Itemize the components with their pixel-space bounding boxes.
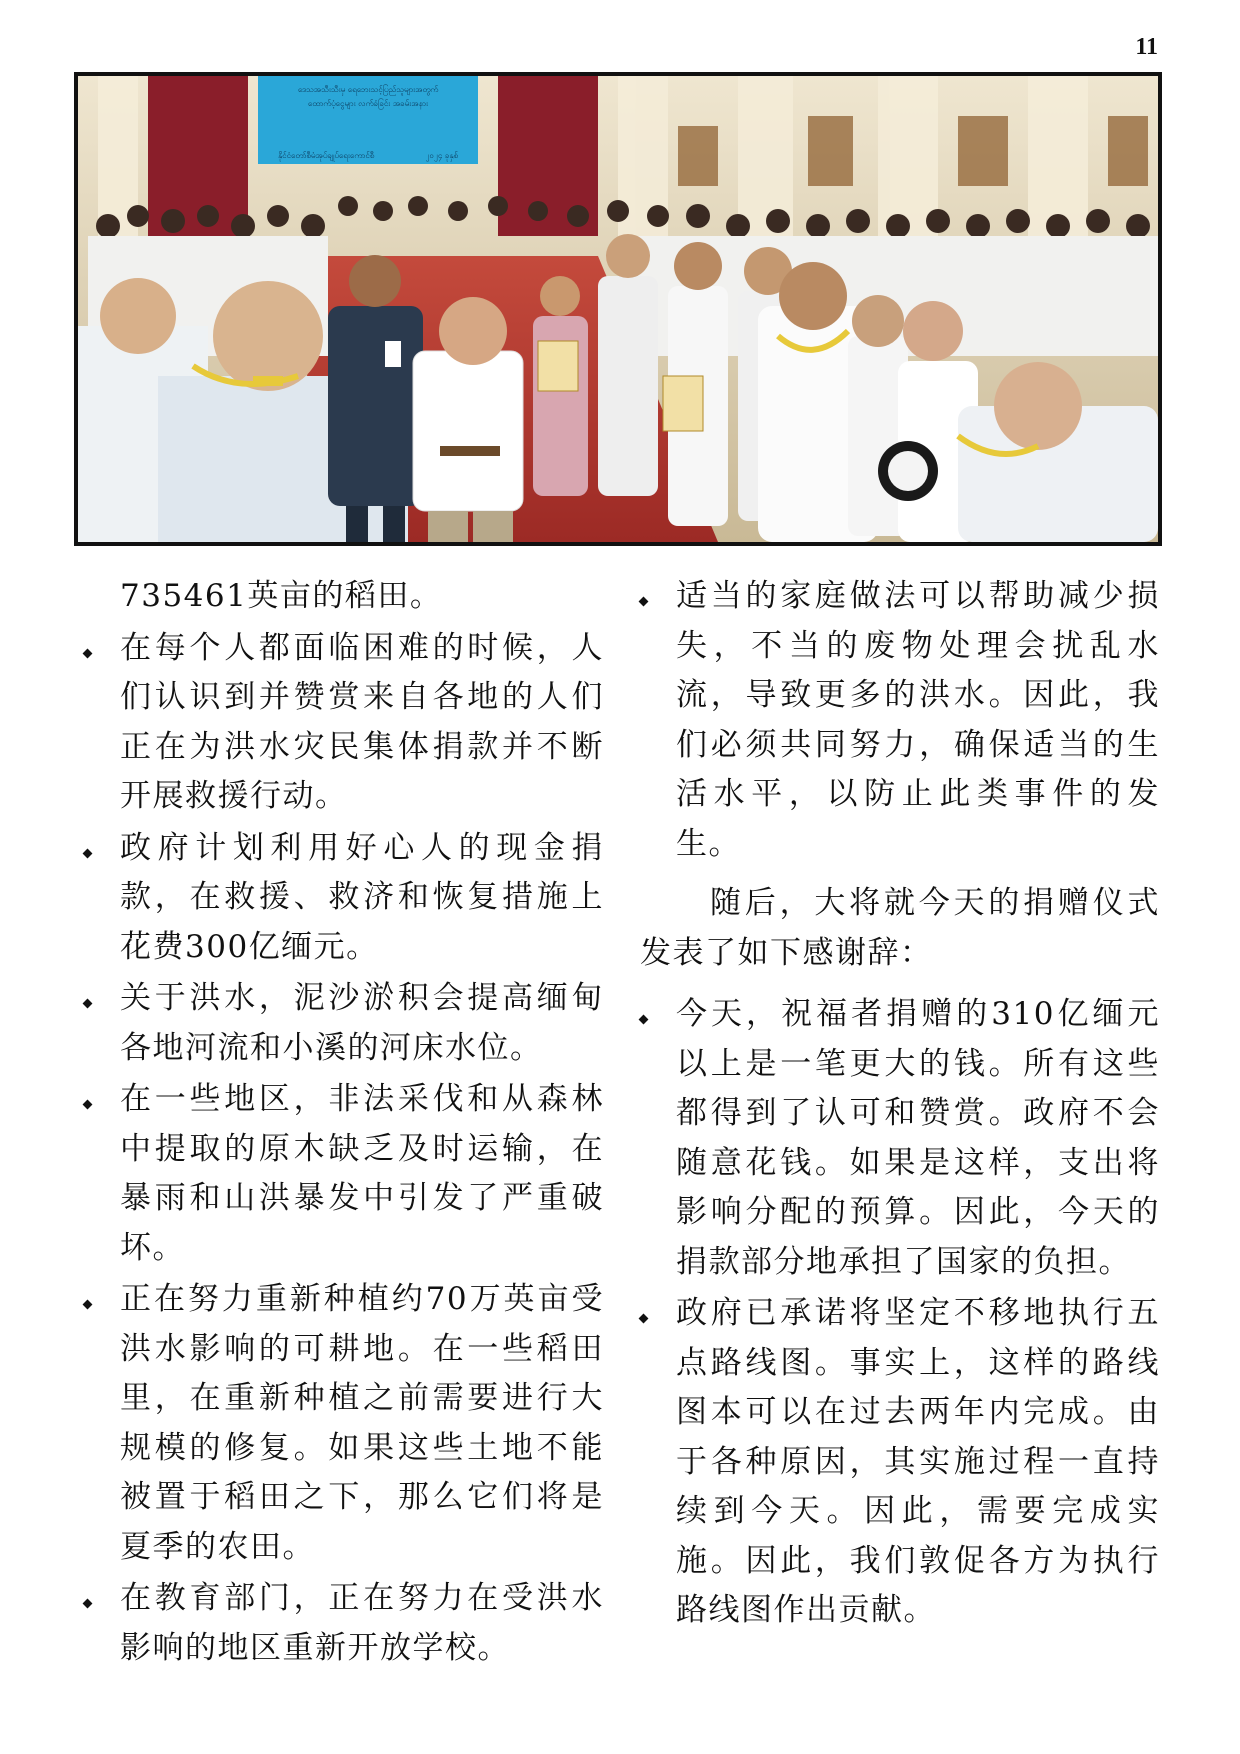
- ceremony-photo-illustration: [78, 76, 1158, 542]
- bullet-item: 正在努力重新种植约70万英亩受洪水影响的可耕地。在一些稻田里，在重新种植之前需要进行大规模的修复。如果这些土地不能被置于稻田之下，那么它们将是夏季的农田。: [84, 1275, 604, 1572]
- bullet-item: 政府计划利用好心人的现金捐款，在救援、救济和恢复措施上花费300亿缅元。: [84, 824, 604, 973]
- page-number: 11: [1135, 34, 1158, 60]
- screen-footer-right: ၂၀၂၄ ခုနှစ်: [425, 151, 458, 160]
- body-paragraph: 随后，大将就今天的捐赠仪式发表了如下感谢辞：: [640, 885, 1160, 971]
- continuation-text: 735461英亩的稻田。: [120, 578, 443, 614]
- bullet-item: 在一些地区，非法采伐和从森林中提取的原木缺乏及时运输，在暴雨和山洪暴发中引发了严重破坏。: [84, 1075, 604, 1273]
- screen-title-line-2: ထောက်ပံ့ငွေများ လက်ခံခြင်း အခမ်းအနား: [307, 99, 429, 108]
- bullet-item: 政府已承诺将坚定不移地执行五点路线图。事实上，这样的路线图本可以在过去两年内完成。由于各种原因，其实施过程一直持续到今天。因此，需要完成实施。因此，我们敦促各方为执行路线图作出贡献。: [640, 1289, 1160, 1636]
- bullet-item: 关于洪水，泥沙淤积会提高缅甸各地河流和小溪的河床水位。: [84, 974, 604, 1073]
- event-photo: [74, 72, 1162, 546]
- bullet-item: 在每个人都面临困难的时候，人们认识到并赞赏来自各地的人们正在为洪水灾民集体捐款并不断开展救援行动。: [84, 624, 604, 822]
- bullet-item: 适当的家庭做法可以帮助减少损失，不当的废物处理会扰乱水流，导致更多的洪水。因此，我们必须共同努力，确保适当的生活水平，以防止此类事件的发生。: [640, 572, 1160, 869]
- bullet-item: 在教育部门，正在努力在受洪水影响的地区重新开放学校。: [84, 1574, 604, 1673]
- left-column: [84, 572, 604, 1675]
- screen-title-line-1: ဒေသအသီးသီးမှ ရေဘေးသင့်ပြည်သူများအတွက်: [297, 85, 439, 94]
- bullet-item: 今天，祝福者捐赠的310亿缅元以上是一笔更大的钱。所有这些都得到了认可和赞赏。政府不会随意花钱。如果是这样，支出将影响分配的预算。因此，今天的捐款部分地承担了国家的负担。: [640, 990, 1160, 1287]
- screen-footer-left: နိုင်ငံတော်စီမံအုပ်ချုပ်ရေးကောင်စီ: [278, 151, 375, 160]
- right-column: [640, 572, 1160, 1638]
